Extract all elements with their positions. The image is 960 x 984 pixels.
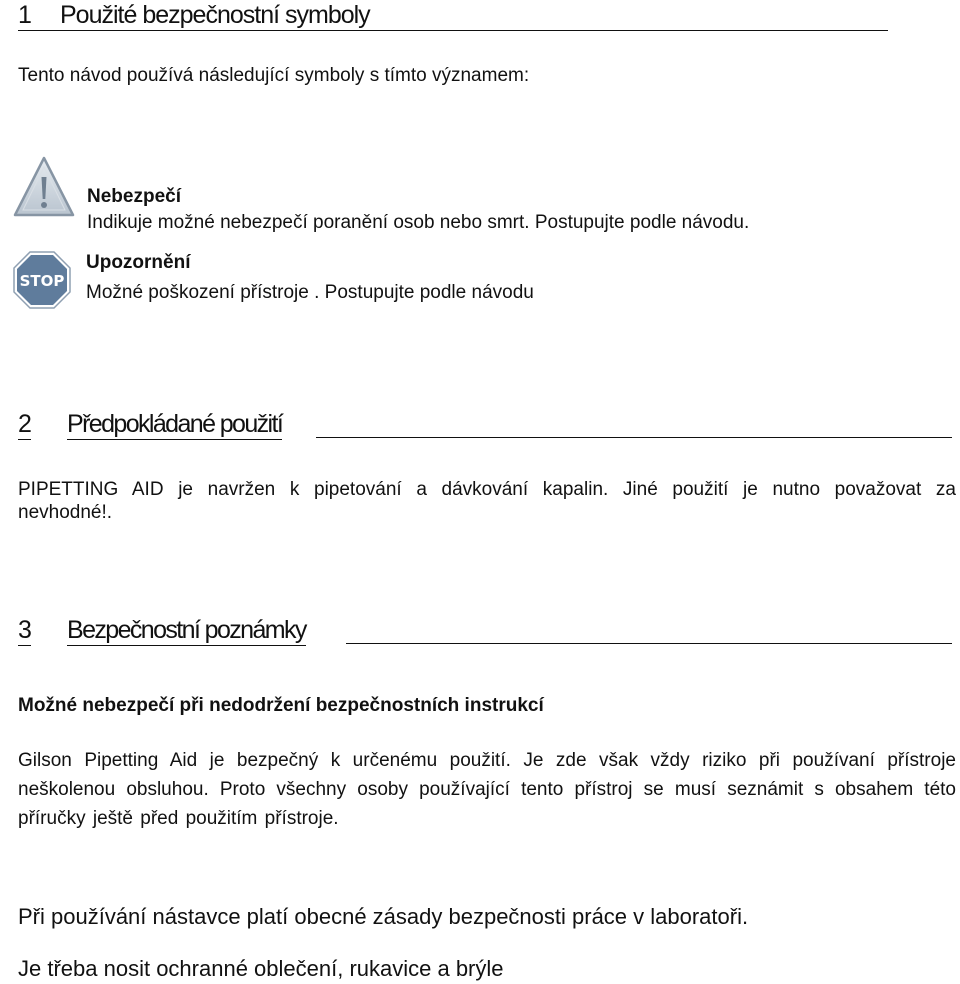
section-3-title: Bezpečnostní poznámky <box>67 616 306 644</box>
section-2-rule <box>316 437 952 438</box>
section-2-number: 2 <box>18 410 31 438</box>
stop-sign-icon <box>12 250 72 310</box>
section-3-number: 3 <box>18 616 31 644</box>
section-3-rule <box>346 643 952 644</box>
section-2-title: Předpokládané použití <box>67 410 283 438</box>
caution-text: Možné poškození přístroje . Postupujte podle návodu <box>86 282 534 303</box>
section-3-paragraph: Gilson Pipetting Aid je bezpečný k určenému použití. Je zde však vždy riziko při používaní přístroje neškolenou obsluhou. Proto všechny osoby používající tento přístroj se musí seznámit s obsahem této příručky ještě před použitím přístroje. <box>18 750 956 829</box>
danger-text: Indikuje možné nebezpečí poranění osob nebo smrt. Postupujte podle návodu. <box>87 212 750 233</box>
section-1-intro: Tento návod používá následující symboly s tímto významem: <box>18 65 530 86</box>
danger-label: Nebezpečí <box>87 186 181 207</box>
svg-text:STOP: STOP <box>19 272 65 290</box>
section-1-heading <box>18 0 888 31</box>
caution-label: Upozornění <box>86 252 191 273</box>
section-1-title: Použité bezpečnostní symboly <box>60 1 370 29</box>
warning-triangle-icon <box>12 155 76 219</box>
section-3-subheading: Možné nebezpečí při nedodržení bezpečnostních instrukcí <box>18 695 544 716</box>
section-1-number: 1 <box>18 1 31 29</box>
section-3-line-2: Je třeba nosit ochranné oblečení, rukavice a brýle <box>18 956 504 981</box>
section-2-text: PIPETTING AID je navržen k pipetování a dávkování kapalin. Jiné použití je nutno považovat za nevhodné!. <box>18 479 956 523</box>
section-3-line-1: Při používání nástavce platí obecné zásady bezpečnosti práce v laboratoři. <box>18 904 749 929</box>
